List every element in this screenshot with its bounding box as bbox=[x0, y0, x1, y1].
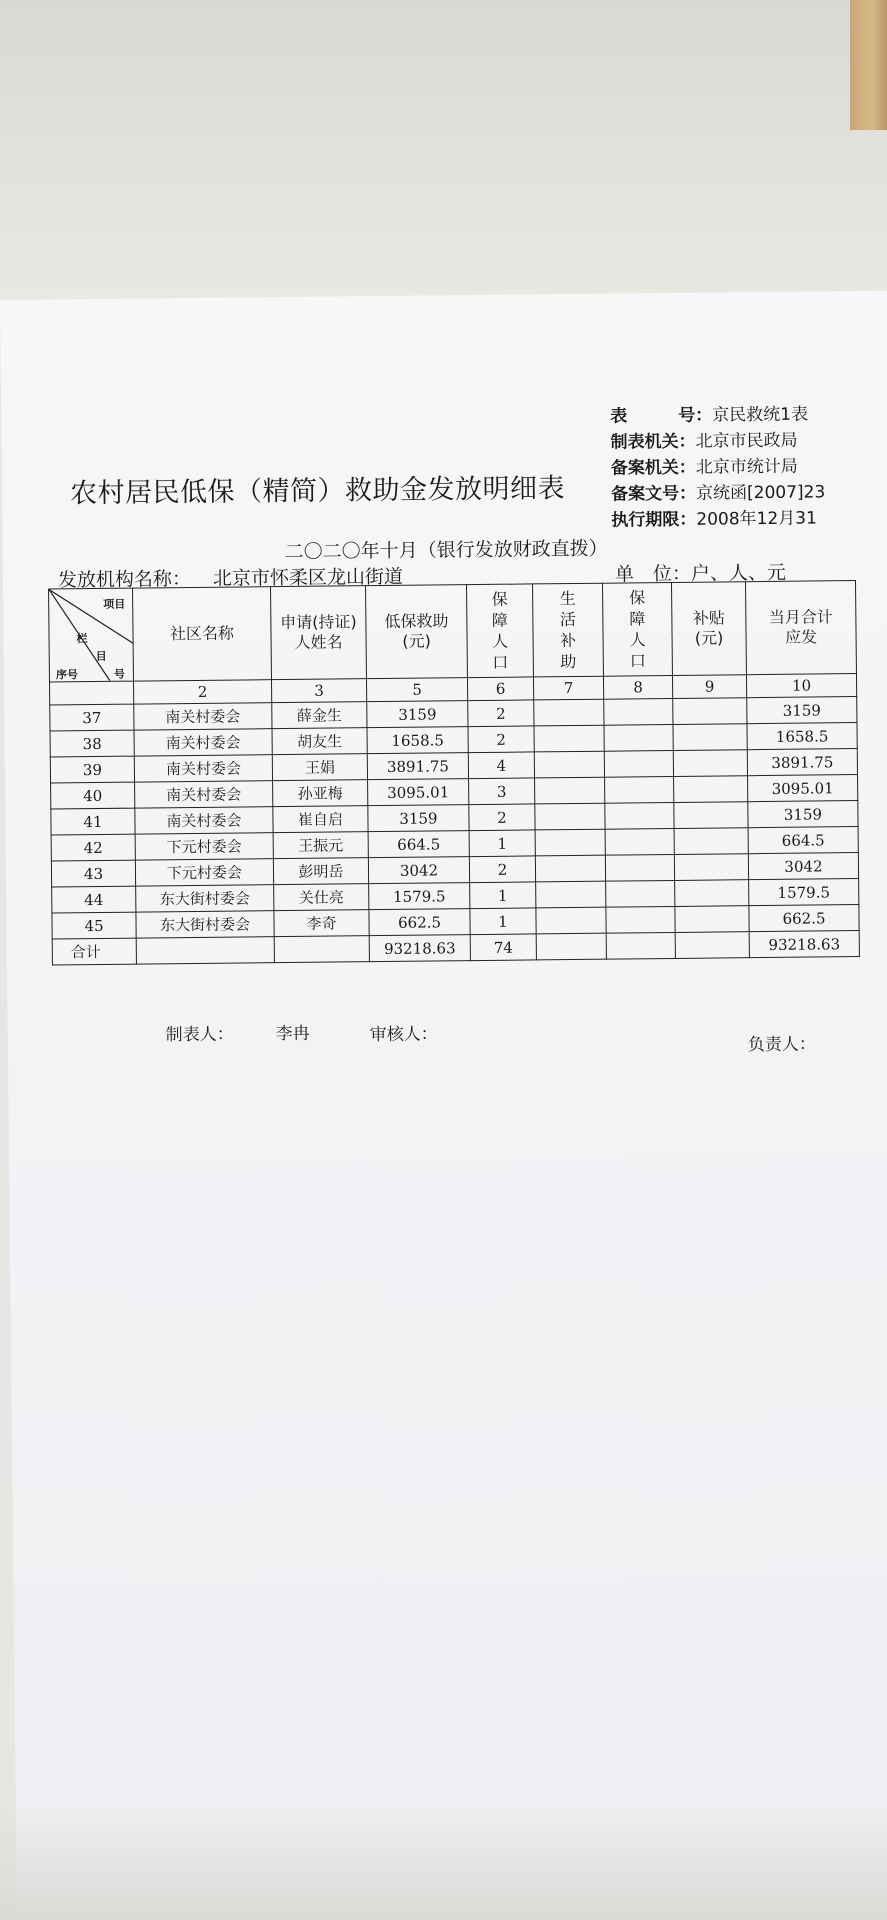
row-community: 下元村委会 bbox=[135, 833, 273, 860]
colnum-cell: 5 bbox=[366, 678, 467, 702]
row-community: 南关村委会 bbox=[135, 807, 273, 834]
document-title: 农村居民低保（精简）救助金发放明细表 bbox=[69, 473, 566, 510]
row-name: 王娟 bbox=[272, 754, 367, 781]
row-blank bbox=[673, 698, 747, 725]
row-blank bbox=[536, 881, 606, 908]
row-blank bbox=[605, 802, 674, 829]
header-living-subsidy: 生活补助 bbox=[533, 583, 604, 677]
row-blank bbox=[606, 906, 675, 933]
row-people: 3 bbox=[469, 778, 535, 805]
header-community: 社区名称 bbox=[133, 587, 272, 681]
meta-filing-authority: 备案机关：北京市统计局 bbox=[610, 456, 798, 479]
row-amount: 664.5 bbox=[368, 831, 469, 858]
row-blank bbox=[606, 880, 675, 907]
maker-label: 制表人： bbox=[165, 1024, 234, 1046]
row-people: 2 bbox=[469, 804, 535, 831]
period-line: 二〇二〇年十月（银行发放财政直拨） bbox=[284, 537, 608, 564]
row-total: 662.5 bbox=[749, 905, 859, 932]
meta-filing-number: 备案文号：京统函[2007]23 bbox=[610, 482, 826, 505]
row-people: 4 bbox=[468, 752, 534, 779]
row-name: 胡友生 bbox=[272, 728, 367, 755]
row-amount: 1658.5 bbox=[367, 727, 468, 754]
row-community: 东大街村委会 bbox=[136, 885, 274, 912]
row-amount: 3159 bbox=[368, 805, 469, 832]
row-number: 43 bbox=[51, 860, 135, 887]
row-community: 下元村委会 bbox=[135, 859, 273, 886]
row-amount: 3042 bbox=[368, 857, 469, 884]
header-relief-amount: 低保救助(元) bbox=[366, 585, 468, 679]
row-amount: 3095.01 bbox=[368, 779, 469, 806]
background-floor bbox=[0, 1800, 887, 1920]
row-people: 2 bbox=[468, 700, 534, 727]
row-name: 李奇 bbox=[274, 910, 369, 937]
header-covered-people-2: 保障人口 bbox=[602, 582, 672, 676]
meta-form-number: 表 号：京民救统1表 bbox=[610, 404, 809, 427]
row-people: 1 bbox=[470, 882, 536, 909]
total-people: 74 bbox=[470, 934, 536, 961]
row-blank bbox=[673, 750, 747, 777]
row-blank bbox=[535, 855, 605, 882]
row-people: 2 bbox=[468, 726, 534, 753]
header-subsidy: 补贴(元) bbox=[671, 582, 746, 676]
row-amount: 1579.5 bbox=[369, 883, 470, 910]
row-name: 孙亚梅 bbox=[273, 780, 368, 807]
header-applicant-name: 申请(持证)人姓名 bbox=[271, 586, 367, 680]
wooden-edge bbox=[850, 0, 887, 130]
row-number: 39 bbox=[50, 756, 134, 783]
total-label: 合计 bbox=[52, 938, 136, 965]
relief-table bbox=[48, 580, 860, 965]
row-name: 关仕亮 bbox=[274, 884, 369, 911]
colnum-cell: 9 bbox=[672, 675, 746, 699]
row-community: 南关村委会 bbox=[134, 703, 272, 730]
row-total: 1579.5 bbox=[749, 879, 859, 906]
row-total: 3095.01 bbox=[748, 775, 858, 802]
header-covered-people: 保障人口 bbox=[467, 584, 534, 678]
row-blank bbox=[675, 880, 749, 907]
row-blank bbox=[674, 828, 748, 855]
row-blank bbox=[604, 724, 673, 751]
row-people: 1 bbox=[469, 830, 535, 857]
row-amount: 662.5 bbox=[369, 909, 470, 936]
diag-label-hao: 号 bbox=[113, 667, 125, 681]
row-number: 44 bbox=[52, 886, 136, 913]
row-people: 2 bbox=[469, 856, 535, 883]
row-number: 37 bbox=[50, 704, 134, 731]
row-total: 3159 bbox=[748, 801, 858, 828]
row-name: 王振元 bbox=[273, 832, 368, 859]
row-name: 薛金生 bbox=[272, 702, 367, 729]
colnum-cell: 3 bbox=[271, 679, 366, 703]
background-wall bbox=[0, 0, 887, 330]
colnum-cell: 6 bbox=[467, 677, 533, 701]
row-community: 南关村委会 bbox=[135, 781, 273, 808]
row-name: 彭明岳 bbox=[273, 858, 368, 885]
row-name: 崔自启 bbox=[273, 806, 368, 833]
row-community: 东大街村委会 bbox=[136, 911, 274, 938]
header-monthly-total: 当月合计应发 bbox=[745, 581, 856, 675]
row-blank bbox=[534, 699, 604, 726]
diag-label-mu: 目 bbox=[95, 649, 107, 664]
table-cell bbox=[536, 933, 606, 960]
row-community: 南关村委会 bbox=[134, 729, 272, 756]
meta-issuing-authority: 制表机关：北京市民政局 bbox=[610, 430, 798, 453]
row-blank bbox=[534, 751, 604, 778]
diag-label-item: 项目 bbox=[103, 597, 126, 611]
total-amount: 93218.63 bbox=[369, 935, 470, 962]
row-number: 40 bbox=[51, 782, 135, 809]
diag-label-seq: 序号 bbox=[55, 668, 78, 682]
table-cell bbox=[136, 937, 274, 964]
total-grand: 93218.63 bbox=[749, 931, 859, 958]
maker-name: 李冉 bbox=[275, 1023, 310, 1045]
header-row bbox=[49, 581, 857, 682]
row-number: 38 bbox=[50, 730, 134, 757]
row-number: 42 bbox=[51, 834, 135, 861]
row-blank bbox=[605, 776, 674, 803]
colnum-cell: 7 bbox=[533, 676, 603, 700]
row-blank bbox=[535, 803, 605, 830]
row-community: 南关村委会 bbox=[134, 755, 272, 782]
row-total: 3159 bbox=[747, 697, 857, 724]
row-total: 1658.5 bbox=[747, 723, 857, 750]
issuer-label: 发放机构名称： bbox=[57, 568, 192, 592]
unit-value: 户、人、元 bbox=[690, 561, 787, 585]
row-blank bbox=[673, 724, 747, 751]
row-total: 664.5 bbox=[748, 827, 858, 854]
table-cell bbox=[606, 932, 675, 959]
table-cell bbox=[675, 932, 749, 959]
diag-label-column: 栏 bbox=[76, 632, 88, 646]
row-number: 41 bbox=[51, 808, 135, 835]
colnum-cell: 2 bbox=[133, 680, 271, 704]
issuer-value: 北京市怀柔区龙山街道 bbox=[212, 565, 404, 590]
row-blank bbox=[675, 906, 749, 933]
meta-validity: 执行期限：2008年12月31 bbox=[611, 508, 817, 531]
row-blank bbox=[674, 854, 748, 881]
unit-label: 单 位： bbox=[614, 562, 692, 586]
row-blank bbox=[535, 777, 605, 804]
row-amount: 3159 bbox=[367, 701, 468, 728]
diagonal-header-cell bbox=[49, 588, 134, 682]
row-blank bbox=[674, 802, 748, 829]
responsible-label: 负责人： bbox=[747, 1034, 816, 1056]
row-blank bbox=[536, 907, 606, 934]
table-cell bbox=[274, 936, 369, 963]
row-blank bbox=[674, 776, 748, 803]
colnum-cell: 8 bbox=[603, 675, 672, 699]
row-total: 3042 bbox=[748, 853, 858, 880]
row-blank bbox=[605, 854, 674, 881]
row-amount: 3891.75 bbox=[367, 753, 468, 780]
row-blank bbox=[604, 698, 673, 725]
row-total: 3891.75 bbox=[747, 749, 857, 776]
row-blank bbox=[534, 725, 604, 752]
row-number: 45 bbox=[52, 912, 136, 939]
reviewer-label: 审核人： bbox=[369, 1024, 438, 1046]
colnum-cell bbox=[50, 681, 134, 705]
row-blank bbox=[604, 750, 673, 777]
row-people: 1 bbox=[470, 908, 536, 935]
colnum-cell: 10 bbox=[746, 674, 856, 698]
row-blank bbox=[605, 828, 674, 855]
document-paper bbox=[0, 291, 887, 1920]
row-blank bbox=[535, 829, 605, 856]
